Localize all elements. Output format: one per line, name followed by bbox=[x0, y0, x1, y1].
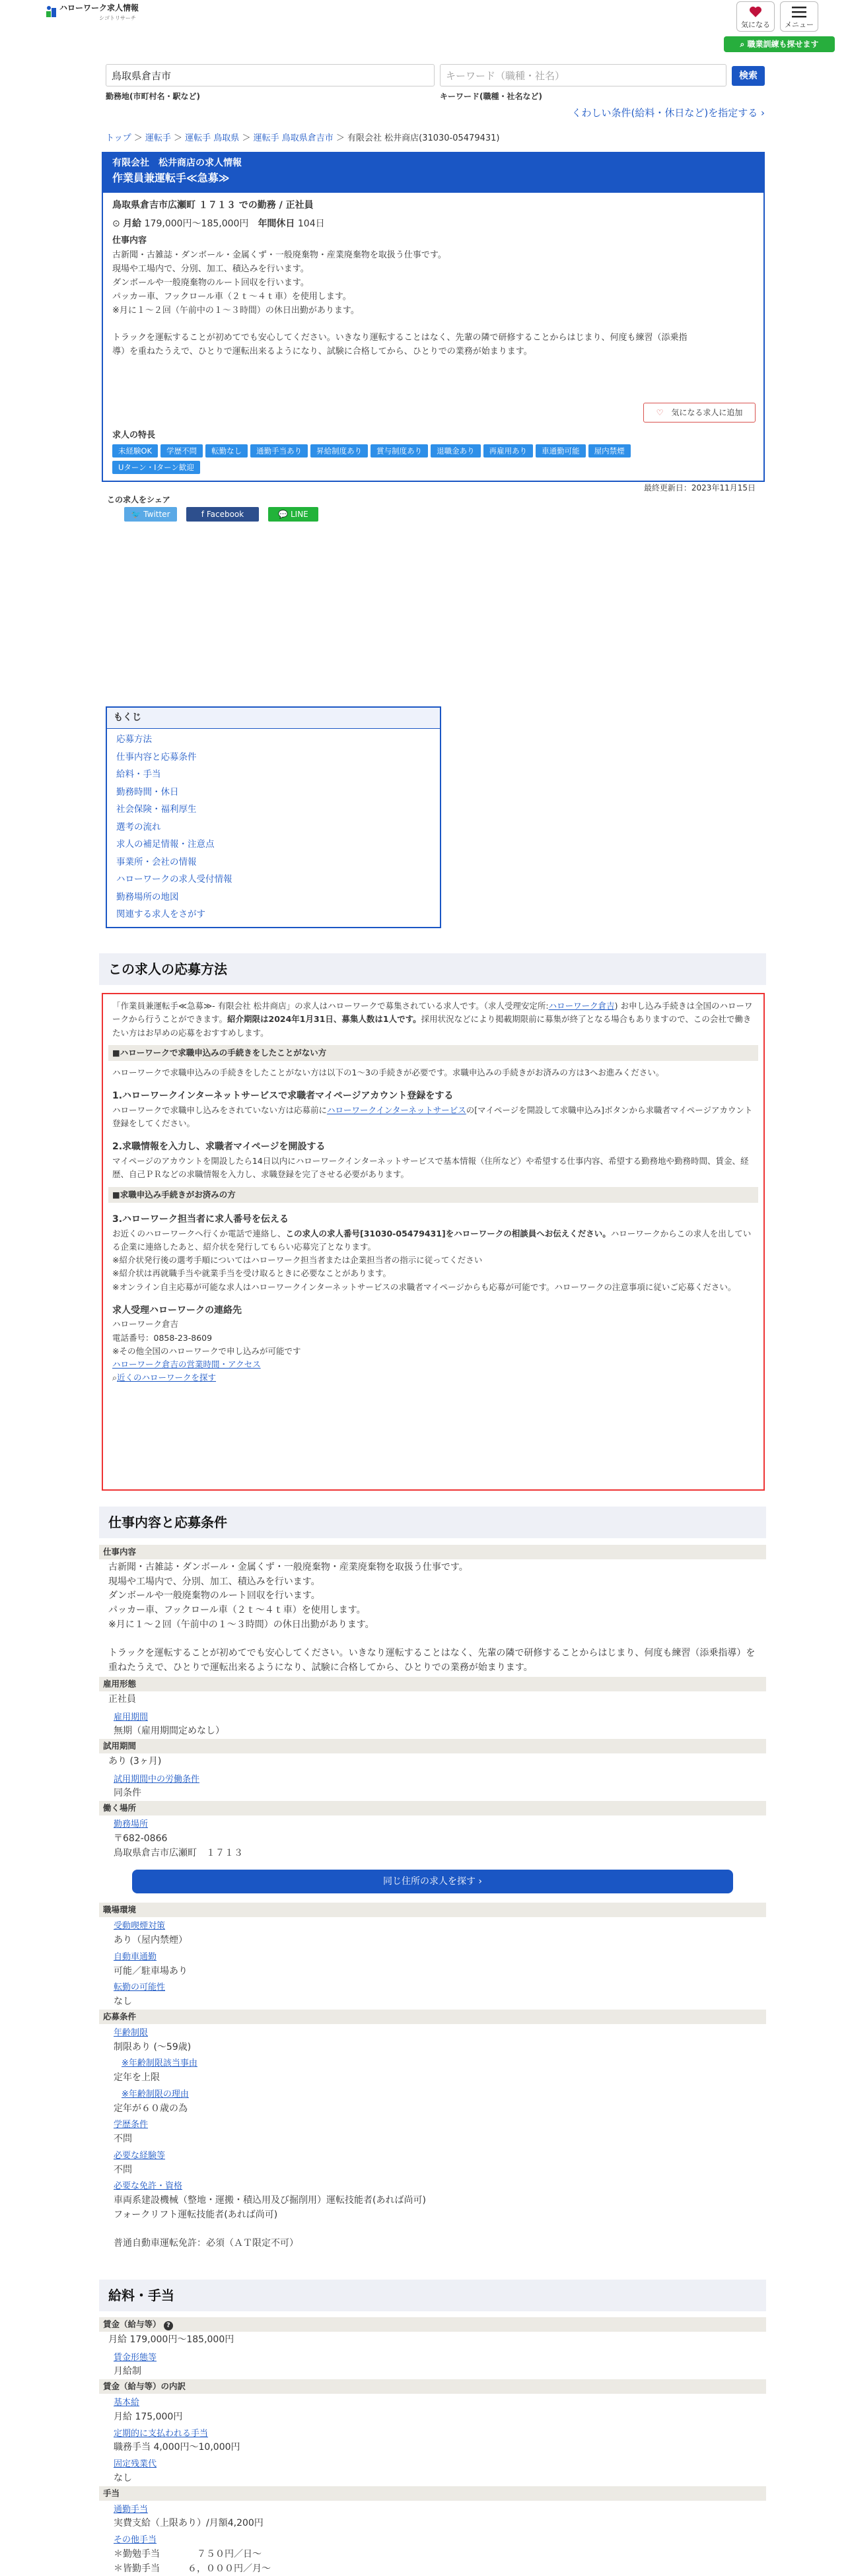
wage-detail-label: 賃金（給与等）の内訳 bbox=[99, 2379, 766, 2394]
toc-item[interactable]: 仕事内容と応募条件 bbox=[116, 751, 197, 763]
job-title: 作業員兼運転手≪急募≫ bbox=[112, 171, 230, 184]
breadcrumb-driver[interactable]: 運転手 bbox=[145, 133, 171, 143]
location-hint: 勤務地(市町村名・駅など) bbox=[106, 92, 200, 101]
license-value: 普通自動車運転免許：必須（ＡＴ限定不可） bbox=[114, 2238, 299, 2249]
job-content-line: ダンボールや一般廃棄物のルート回収を行います。 bbox=[108, 1590, 320, 1602]
toc-item[interactable]: 勤務時間・休日 bbox=[116, 786, 179, 797]
table-of-contents bbox=[106, 706, 441, 928]
step2-heading: 2.求職情報を入力し、求職者マイページを開設する bbox=[112, 1141, 326, 1153]
job-content-line: 古新聞・古雑誌・ダンボール・金属くず・一般廃棄物・産業廃棄物を取扱う仕事です。 bbox=[108, 1562, 468, 1573]
salary-details bbox=[99, 2317, 766, 2576]
wage-label bbox=[99, 2317, 766, 2332]
share-section bbox=[107, 494, 308, 519]
contact-tel: 電話番号：0858-23-8609 bbox=[112, 1332, 213, 1343]
work-address: 鳥取県倉吉市広瀬町 １７１３ bbox=[114, 1847, 243, 1858]
feature-tag[interactable]: 再雇用あり bbox=[483, 444, 534, 458]
requirements-label: 応募条件 bbox=[99, 2010, 766, 2024]
apply-section-heading: この求人の応募方法 bbox=[99, 953, 766, 985]
trial-conditions-label[interactable]: 試用期間中の労働条件 bbox=[114, 1774, 200, 1784]
step1-text-b: の[マイページを開設して求職申込み]ボタンから求職者マイページアカウント登録をしてください。 bbox=[112, 1104, 753, 1129]
job-salary-line bbox=[112, 217, 756, 231]
license-value: フォークリフト運転技能者(あれば尚可) bbox=[114, 2209, 278, 2220]
age-why-label[interactable]: ※年齢制限の理由 bbox=[122, 2089, 189, 2099]
job-content bbox=[99, 1559, 766, 1677]
work-location-label[interactable]: 勤務場所 bbox=[114, 1819, 149, 1830]
job-content-line bbox=[108, 1632, 757, 1646]
employment-type-label: 雇用形態 bbox=[99, 1677, 766, 1691]
logo-title: ハローワーク求人情報 bbox=[59, 3, 139, 13]
chevron-right-icon: › bbox=[761, 107, 765, 119]
fixed-allowance-label[interactable]: 定期的に支払われる手当 bbox=[114, 2428, 209, 2439]
feature-tag[interactable]: 屋内禁煙 bbox=[588, 444, 631, 458]
breadcrumb-driver-tottori[interactable]: 運転手 鳥取県 bbox=[185, 133, 240, 143]
desc-line: トラックを運転することが初めてでも安心してください。いきなり運転することはなく、先輩の隣で研修することからはじまり、何度も練習（添乗指 bbox=[112, 332, 688, 343]
facebook-icon: f bbox=[201, 510, 204, 519]
same-address-jobs-button[interactable] bbox=[132, 1870, 733, 1893]
feature-tag[interactable]: 退職金あり bbox=[431, 444, 481, 458]
feature-tag[interactable]: 学歴不問 bbox=[160, 444, 203, 458]
step3-text-b: ハローワークからこの求人を出している企業に連絡したあと、紹介状を発行してもらい応募完了となります。 bbox=[112, 1228, 752, 1252]
trial-conditions: 同条件 bbox=[114, 1788, 141, 1799]
step3-note: ※オンライン自主応募が可能な求人はハローワークインターネットサービスの求職者マイページからも応募が可能です。ハローワークの注意事項に従いご応募ください。 bbox=[112, 1281, 736, 1292]
age-reason-label[interactable]: ※年齢制限該当事由 bbox=[122, 2058, 197, 2069]
holiday-label: 年間休日 bbox=[258, 219, 295, 230]
line-icon: 💬 bbox=[278, 510, 289, 519]
smoking-value: あり（屋内禁煙） bbox=[114, 1935, 188, 1946]
hellowork-kurayoshi-link[interactable]: ハローワーク倉吉 bbox=[548, 1001, 615, 1011]
no-registration-heading: ■ハローワークで求職申込みの手続きをしたことがない方 bbox=[108, 1045, 758, 1061]
toc-item[interactable]: 勤務場所の地図 bbox=[116, 891, 179, 902]
share-facebook-button[interactable] bbox=[186, 507, 259, 522]
location-input[interactable]: 鳥取県倉吉市 bbox=[106, 64, 435, 86]
features-label: 求人の特長 bbox=[112, 430, 156, 440]
environment-label: 職場環境 bbox=[99, 1903, 766, 1917]
fixed-overtime-value: なし bbox=[114, 2472, 132, 2484]
allowances-label: 手当 bbox=[99, 2486, 766, 2501]
desc-line: 古新聞・古雑誌・ダンボール・金属くず・一般廃棄物・産業廃棄物を取扱う仕事です。 bbox=[112, 250, 446, 260]
desc-line: 現場や工場内で、分別、加工、積込みを行います。 bbox=[112, 263, 309, 274]
breadcrumb: トップ ＞ 運転手 ＞ 運転手 鳥取県 ＞ 運転手 鳥取県倉吉市 ＞ 有限会社 松井商店(31030-05479431) bbox=[106, 133, 500, 143]
wage-form-label[interactable]: 賃金形態等 bbox=[114, 2352, 157, 2363]
feature-tag[interactable]: 車通勤可能 bbox=[536, 444, 586, 458]
advanced-search-label: くわしい条件(給料・休日など)を指定する bbox=[571, 107, 758, 119]
trial-period: あり (3ヶ月) bbox=[108, 1755, 162, 1767]
employment-period: 無期（雇用期間定めなし） bbox=[114, 1726, 225, 1737]
age-why-value: 定年が６０歳の為 bbox=[114, 2103, 188, 2114]
heart-icon bbox=[749, 6, 762, 18]
fixed-allowance-value: 職務手当 4,000円〜10,000円 bbox=[114, 2442, 240, 2453]
step3-note: ※紹介状発行後の選考手順についてはハローワーク担当者または企業担当者の指示に従ってください bbox=[112, 1255, 483, 1266]
breadcrumb-driver-kurayoshi[interactable]: 運転手 鳥取県倉吉市 bbox=[253, 133, 334, 143]
job-number-note: この求人の求人番号[31030-05479431]をハローワークの相談員へお伝えください。 bbox=[285, 1228, 611, 1238]
training-label: 職業訓練も探せます bbox=[747, 40, 819, 49]
no-registration-text: ハローワークで求職申込みの手続きをしたことがない方は以下の1〜3の手続きが必要です。求職申込みの手続きがお済みの方は3へお進みください。 bbox=[112, 1068, 664, 1077]
job-content-line: 現場や工場内で、分別、加工、積込みを行います。 bbox=[108, 1576, 320, 1587]
fixed-overtime-label[interactable]: 固定残業代 bbox=[114, 2459, 157, 2470]
magnifier-icon: ⌕ bbox=[112, 1373, 118, 1383]
apply-intro: 「作業員兼運転手≪急募≫- 有限会社 松井商店」の求人はハローワークで募集されている求人です。（求人受理安定所:ハローワーク倉吉) お申し込み手続きは全国のハローワークから行うことができます。紹介期限は2024年1月31日、募集人数は1人です。採用状況などにより掲載期限前に募集が終了となる場合もありますので、この会社で働きたい方はお早めの応募をおすすめします。 bbox=[112, 1001, 753, 1038]
contact-note: ※その他全国のハローワークで申し込みが可能です bbox=[112, 1345, 301, 1356]
car-commute-value: 可能／駐車場あり bbox=[114, 1965, 188, 1977]
step3-text bbox=[112, 1227, 754, 1254]
keyword-hint: キーワード(職種・社名など) bbox=[440, 92, 542, 101]
toc-item[interactable]: 応募方法 bbox=[116, 734, 152, 745]
save-job-label: 気になる求人に追加 bbox=[671, 408, 743, 417]
commute-allowance-label[interactable]: 通勤手当 bbox=[114, 2504, 149, 2515]
wage-label-text: 賃金（給与等） bbox=[103, 2319, 161, 2329]
job-content-label: 仕事内容 bbox=[99, 1545, 766, 1559]
last-updated: 最終更新日：2023年11月15日 bbox=[643, 483, 756, 492]
step3-note: ※紹介状は再就職手当や就業手当を受け取るときに必要なことがあります。 bbox=[112, 1268, 391, 1279]
age-reason-value: 定年を上限 bbox=[114, 2072, 160, 2084]
registered-heading: ■求職申込み手続きがお済みの方 bbox=[108, 1187, 758, 1203]
feature-tag[interactable]: 未経験OK bbox=[112, 444, 158, 458]
job-description bbox=[112, 248, 756, 358]
wage-value: 月給 179,000円〜185,000円 bbox=[108, 2334, 234, 2345]
details-section-heading: 仕事内容と応募条件 bbox=[99, 1507, 766, 1538]
feature-tag[interactable]: 賞与制度あり bbox=[371, 444, 428, 458]
employment-type: 正社員 bbox=[108, 1693, 136, 1705]
job-content-line: パッカー車、フックロール車（２ｔ〜４ｔ車）を使用します。 bbox=[108, 1605, 366, 1616]
base-pay-value: 月給 175,000円 bbox=[114, 2411, 183, 2422]
toc-title: もくじ bbox=[107, 708, 440, 729]
help-icon[interactable]: ? bbox=[164, 2321, 173, 2330]
step1-text-a: ハローワークで求職申し込みをされていない方は応募前に bbox=[112, 1104, 328, 1115]
same-address-jobs-label: 同じ住所の求人を探す bbox=[382, 1876, 476, 1887]
favorites-label: 気になる bbox=[741, 20, 770, 29]
desc-line bbox=[112, 318, 756, 331]
hellowork-access-link[interactable]: ハローワーク倉吉の営業時間・アクセス bbox=[112, 1359, 261, 1370]
job-card-body bbox=[107, 198, 756, 519]
breadcrumb-top[interactable]: トップ bbox=[106, 133, 131, 143]
toc-item[interactable]: 関連する求人をさがす bbox=[116, 909, 205, 920]
job-address: 鳥取県倉吉市広瀬町 １７１３ での勤務 / 正社員 bbox=[112, 200, 314, 211]
step1-text bbox=[112, 1104, 754, 1131]
apply-intro-text: 「作業員兼運転手≪急募≫- 有限会社 松井商店」の求人はハローワークで募集されている求人です。（求人受理安定所: bbox=[112, 1001, 549, 1011]
license-label[interactable]: 必要な免許・資格 bbox=[114, 2181, 183, 2192]
base-pay-label[interactable]: 基本給 bbox=[114, 2398, 140, 2408]
search-bar bbox=[106, 64, 765, 122]
desc-line: ダンボールや一般廃棄物のルート回収を行います。 bbox=[112, 277, 309, 288]
hellowork-internet-link[interactable]: ハローワークインターネットサービス bbox=[327, 1104, 466, 1115]
other-allowance-value: ＊勤勉手当 ７５０円／日〜 bbox=[114, 2548, 262, 2559]
trial-period-label: 試用期間 bbox=[99, 1739, 766, 1753]
share-label: この求人をシェア bbox=[107, 495, 170, 504]
other-allowance-label[interactable]: その他手当 bbox=[114, 2535, 157, 2546]
workplace-label: 働く場所 bbox=[99, 1801, 766, 1815]
license-value: 車両系建設機械（整地・運搬・積込用及び掘削用）運転技能者(あれば尚可) bbox=[114, 2195, 426, 2206]
search-button[interactable]: 検索 bbox=[732, 66, 765, 86]
car-commute-label[interactable]: 自動車通勤 bbox=[114, 1951, 157, 1962]
holiday-value: 104日 bbox=[297, 219, 325, 230]
job-content-line: ※月に１〜２回（午前中の１〜３時間）の休日出勤があります。 bbox=[108, 1619, 374, 1630]
toc-item[interactable]: 事業所・会社の情報 bbox=[116, 856, 197, 867]
age-limit-value: 制限あり (〜59歳) bbox=[114, 2041, 192, 2052]
apply-instructions bbox=[102, 993, 765, 1491]
feature-tags bbox=[112, 444, 720, 477]
coin-icon: ⊙ bbox=[112, 219, 120, 230]
share-line-button[interactable] bbox=[268, 507, 318, 522]
heart-outline-icon: ♡ bbox=[656, 408, 664, 417]
salary-section-heading: 給料・手当 bbox=[99, 2280, 766, 2311]
step2-text: マイページのアカウントを開設したら14日以内にハローワークインターネットサービスで基本情報（住所など）や希望する仕事内容、希望する勤務地や勤務時間、賃金、経歴、自己ＰＲなどの求職情報を入力し、求職登録を完了させる必要があります。 bbox=[112, 1156, 749, 1180]
breadcrumb-current: 有限会社 松井商店(31030-05479431) bbox=[347, 133, 500, 143]
job-summary-card bbox=[102, 152, 765, 519]
work-zip: 〒682-0866 bbox=[114, 1833, 168, 1844]
company-name: 有限会社 松井商店の求人情報 bbox=[112, 158, 242, 168]
site-logo[interactable] bbox=[46, 3, 152, 25]
feature-tag[interactable]: 転勤なし bbox=[205, 444, 248, 458]
apply-deadline: 紹介期限は2024年1月31日、募集人数は1人です。 bbox=[227, 1014, 421, 1025]
menu-button[interactable] bbox=[780, 1, 818, 32]
job-content-line: トラックを運転することが初めてでも安心してください。いきなり運転することはなく、先輩の隣で研修することからはじまり、何度も練習（添乗指導）を重ねたうえで、ひとりで運転出来るようになり、試験に合格してから、ひとりでの業務が始まります。 bbox=[108, 1648, 756, 1674]
contact-heading: 求人受理ハローワークの連絡先 bbox=[112, 1305, 242, 1316]
save-job-button[interactable] bbox=[643, 403, 756, 423]
step1-heading: 1.ハローワークインターネットサービスで求職者マイページアカウント登録をする bbox=[112, 1091, 454, 1102]
feature-tag[interactable]: 昇給制度あり bbox=[310, 444, 368, 458]
job-details bbox=[99, 1545, 766, 2251]
smoking-label[interactable]: 受動喫煙対策 bbox=[114, 1921, 166, 1932]
transfer-label[interactable]: 転勤の可能性 bbox=[114, 1983, 166, 1993]
search-icon: ⌕ bbox=[740, 40, 748, 49]
favorites-button[interactable] bbox=[736, 1, 775, 32]
contact-name: ハローワーク倉吉 bbox=[112, 1319, 179, 1330]
education-label[interactable]: 学歴条件 bbox=[114, 2120, 149, 2130]
share-twitter-button[interactable] bbox=[124, 507, 177, 522]
license-spacer bbox=[99, 2222, 766, 2237]
toc-list bbox=[107, 729, 440, 930]
experience-label[interactable]: 必要な経験等 bbox=[114, 2150, 166, 2161]
job-features bbox=[112, 426, 756, 477]
feature-tag[interactable]: 通勤手当あり bbox=[250, 444, 308, 458]
share-facebook-label: Facebook bbox=[206, 510, 244, 519]
hamburger-icon bbox=[792, 6, 806, 18]
logo-mark-icon bbox=[46, 5, 58, 17]
twitter-icon: 🐦 bbox=[131, 510, 141, 519]
toc-item[interactable]: 求人の補足情報・注意点 bbox=[116, 839, 215, 850]
menu-label: メニュー bbox=[785, 20, 814, 29]
job-desc-label: 仕事内容 bbox=[112, 235, 147, 246]
step3-heading: 3.ハローワーク担当者に求人番号を伝える bbox=[112, 1213, 289, 1225]
apply-intro-text-3: 採用状況などにより掲載期限前に募集が終了となる場合もありますので、この会社で働きたい方はお早めの応募をおすすめします。 bbox=[112, 1014, 752, 1038]
education-value: 不問 bbox=[114, 2134, 132, 2145]
feature-tag[interactable]: Uターン・Iターン歓迎 bbox=[112, 461, 200, 474]
toc-item[interactable]: ハローワークの求人受付情報 bbox=[116, 874, 232, 885]
toc-item[interactable]: 社会保険・福利厚生 bbox=[116, 804, 197, 815]
employment-period-label[interactable]: 雇用期間 bbox=[114, 1712, 149, 1722]
experience-value: 不問 bbox=[114, 2164, 132, 2175]
logo-subtitle: シゴトリサーチ bbox=[99, 15, 136, 21]
salary-value: 179,000円〜185,000円 bbox=[144, 219, 249, 230]
toc-item[interactable]: 選考の流れ bbox=[116, 821, 161, 832]
age-limit-label[interactable]: 年齢制限 bbox=[114, 2027, 149, 2038]
other-allowance-value: ＊皆勤手当 ６，０００円／月〜 bbox=[114, 2563, 271, 2574]
wage-form-value: 月給制 bbox=[114, 2366, 141, 2377]
training-button[interactable] bbox=[724, 36, 835, 52]
salary-label: 月給 bbox=[123, 219, 142, 230]
keyword-input[interactable]: キーワード（職種・社名） bbox=[440, 64, 726, 86]
desc-line: 導）を重ねたうえで、ひとりで運転出来るようになり、試験に合格してから、ひとりでの業務が始まります。 bbox=[112, 346, 532, 356]
step3-text-a: お近くのハローワークへ行くか電話で連絡し、 bbox=[112, 1228, 286, 1238]
site-header bbox=[0, 0, 848, 59]
commute-allowance-value: 実費支給（上限あり）/月額4,200円 bbox=[114, 2518, 264, 2529]
toc-item[interactable]: 給料・手当 bbox=[116, 769, 161, 780]
advanced-search-link[interactable] bbox=[548, 105, 765, 121]
job-card-header bbox=[103, 153, 763, 193]
transfer-value: なし bbox=[114, 1996, 132, 2008]
chevron-right-icon: › bbox=[478, 1876, 483, 1887]
apply-intro-text-2: お申し込み手続きは全国のハローワークから行うことができます。 bbox=[112, 1001, 753, 1025]
desc-line: ※月に１〜２回（午前中の１〜３時間）の休日出勤があります。 bbox=[112, 305, 359, 316]
desc-line: パッカー車、フックロール車（２ｔ〜４ｔ車）を使用します。 bbox=[112, 291, 351, 302]
find-nearby-hellowork-link[interactable]: 近くのハローワークを探す bbox=[117, 1373, 217, 1383]
share-twitter-label: Twitter bbox=[143, 510, 170, 519]
share-line-label: LINE bbox=[290, 510, 308, 519]
